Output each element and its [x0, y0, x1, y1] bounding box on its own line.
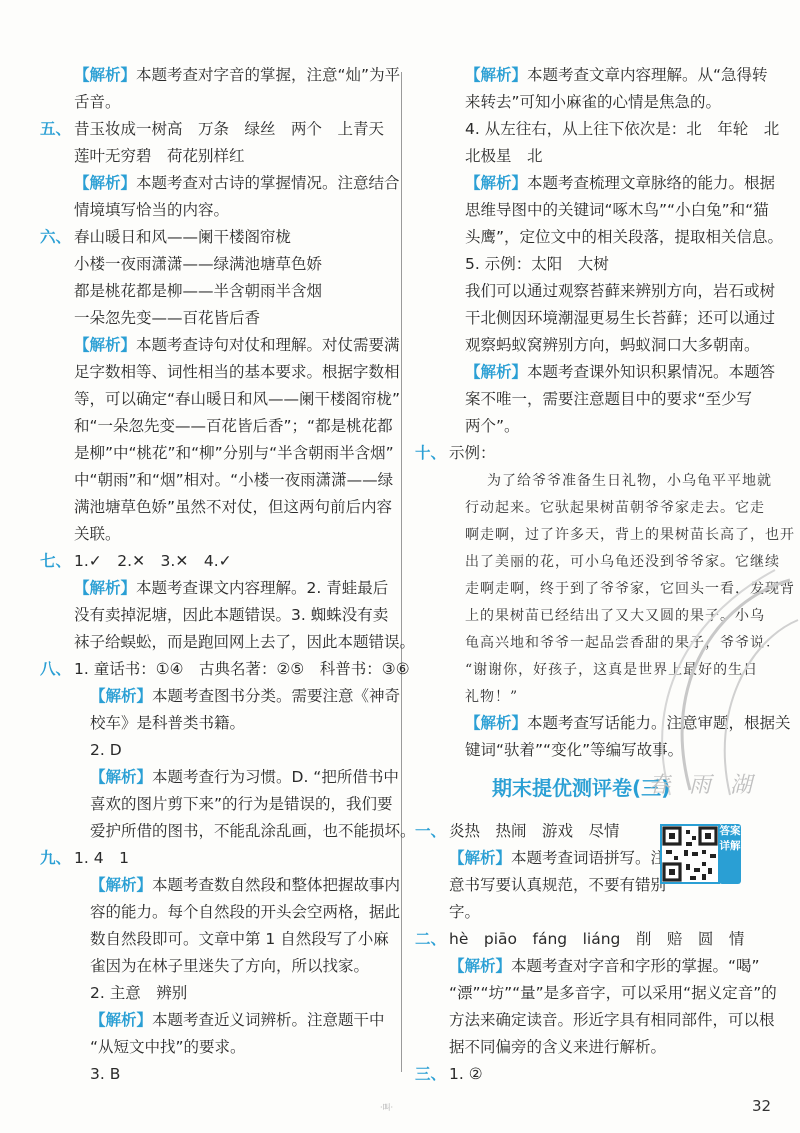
text-line	[415, 953, 770, 980]
text-line	[415, 359, 776, 386]
line-text: 方法来确定读音。形近字具有相同部件，可以根	[449, 1011, 775, 1029]
text-line	[415, 926, 770, 953]
text-line	[40, 980, 395, 1007]
text-line	[40, 1034, 395, 1061]
text-line	[40, 926, 395, 953]
analysis-tag: 【解析】	[90, 876, 153, 894]
line-text: 2. 主意 辨别	[90, 984, 188, 1002]
line-text: 本题考查文章内容理解。从“急得转	[527, 66, 768, 84]
line-text: 我们可以通过观察苔藓来辨别方向，岩石或树	[465, 282, 776, 300]
line-text: 意书写要认真规范，不要有错别	[449, 876, 667, 894]
text-line	[415, 224, 784, 251]
analysis-tag: 【解析】	[90, 687, 153, 705]
line-text: 龟高兴地和爷爷一起品尝香甜的果子，爷爷说：	[465, 635, 780, 651]
text-line	[415, 980, 777, 1007]
line-text: 啊走啊，过了许多天，背上的果树苗长高了，也开	[465, 527, 795, 543]
text-line	[40, 494, 395, 521]
line-text: 春山暖日和风——阑干楼阁帘栊	[74, 228, 292, 246]
text-line	[40, 467, 395, 494]
line-text: 键词“驮着”“变化”等编写故事。	[465, 741, 684, 759]
analysis-tag: 【解析】	[74, 174, 137, 192]
line-text: 满池塘草色娇”虽然不对仗，但这两句前后内容	[74, 498, 393, 516]
text-line	[40, 899, 401, 926]
line-text: 本题考查对字音的掌握，注意“灿”为平	[136, 66, 401, 84]
line-text: 没有卖掉泥塘，因此本题错误。3. 蜘蛛没有卖	[74, 606, 389, 624]
line-text: 是柳”中“桃花”和“柳”分别与“半含朝雨半含烟”	[74, 444, 394, 462]
analysis-tag: 【解析】	[74, 66, 137, 84]
text-line	[415, 413, 770, 440]
text-line	[415, 440, 770, 467]
text-line	[415, 305, 776, 332]
text-line	[40, 818, 416, 845]
line-text: 爱护所借的图书，不能乱涂乱画，也不能损坏。	[90, 822, 416, 840]
line-text: 等，可以确定“春山暖日和风——阑干楼阁帘栊”	[74, 390, 401, 408]
question-number: 五、	[40, 120, 72, 138]
line-text: 校车》是科普类书籍。	[90, 714, 246, 732]
footer-mark: ·叫·	[380, 1103, 394, 1112]
text-line	[40, 548, 395, 575]
line-text: 容的能力。每个自然段的开头会空两格，据此	[90, 903, 401, 921]
line-text: 本题考查诗句对仗和理解。对仗需要满	[136, 336, 400, 354]
text-line	[40, 737, 395, 764]
text-line	[415, 494, 770, 521]
text-line	[415, 116, 780, 143]
left-column	[40, 62, 416, 1088]
line-text: 中“朝雨”和“烟”相对。“小楼一夜雨潇潇——绿	[74, 471, 394, 489]
line-text: 本题考查课文内容理解。2. 青蛙最后	[136, 579, 389, 597]
text-line	[415, 197, 770, 224]
text-line	[40, 62, 401, 89]
exam-title: 期末提优测评卷(三)	[492, 776, 671, 800]
line-text: 走啊走啊，终于到了爷爷家，它回头一看，发现背	[465, 581, 795, 597]
page-number: 32	[752, 1097, 772, 1115]
analysis-tag: 【解析】	[465, 174, 528, 192]
line-text: hè piāo fáng liáng 削 赔 圆 情	[449, 930, 745, 948]
text-line	[40, 251, 395, 278]
line-text: 礼物！”	[465, 689, 519, 705]
line-text: 昔玉妆成一树高 万条 绿丝 两个 上青天	[74, 120, 385, 138]
line-text: 4. 从左往右，从上往下依次是：北 年轮 北	[465, 120, 780, 138]
line-text: “漂”“坊”“量”是多音字，可以采用“据义定音”的	[449, 984, 777, 1002]
line-text: “谢谢你，好孩子，这真是世界上最好的生日	[465, 662, 759, 678]
answer-badge: 答案详解	[719, 824, 741, 884]
text-line	[40, 386, 401, 413]
line-text: 5. 示例：太阳 大树	[465, 255, 609, 273]
line-text: 本题考查课外知识积累情况。本题答	[527, 363, 776, 381]
analysis-tag: 【解析】	[74, 579, 137, 597]
qr-code-icon[interactable]	[660, 824, 720, 884]
question-number: 二、	[415, 930, 447, 948]
line-text: 据不同偏旁的含义来进行解析。	[449, 1038, 667, 1056]
text-line	[40, 1007, 395, 1034]
line-text: 北极星 北	[465, 147, 543, 165]
line-text: 小楼一夜雨潇潇——绿满池塘草色娇	[74, 255, 323, 273]
text-line	[415, 278, 776, 305]
text-line	[415, 332, 770, 359]
analysis-tag: 【解析】	[465, 363, 528, 381]
line-text: 数自然段即可。文章中第 1 自然段写了小麻	[90, 930, 389, 948]
line-text: 本题考查图书分类。需要注意《神奇	[152, 687, 401, 705]
text-line	[40, 683, 401, 710]
line-text: 莲叶无穷碧 荷花别样红	[74, 147, 245, 165]
analysis-tag: 【解析】	[465, 66, 528, 84]
text-line	[415, 62, 770, 89]
text-line	[415, 170, 776, 197]
text-line	[415, 89, 770, 116]
line-text: 行动起来。它驮起果树苗朝爷爷家走去。它走	[465, 500, 765, 516]
question-number: 八、	[40, 660, 72, 678]
text-line	[415, 143, 770, 170]
line-text: 都是桃花都是柳——半含朝雨半含烟	[74, 282, 323, 300]
line-text: 本题考查数自然段和整体把握故事内	[152, 876, 401, 894]
line-text: 两个”。	[465, 417, 520, 435]
text-line	[40, 656, 410, 683]
analysis-tag: 【解析】	[449, 957, 512, 975]
column-divider	[401, 72, 402, 1072]
decorative-swoosh	[600, 560, 800, 800]
text-line	[40, 224, 395, 251]
text-line	[40, 413, 395, 440]
text-line	[40, 953, 395, 980]
text-line	[415, 1034, 770, 1061]
question-number: 三、	[415, 1065, 447, 1083]
line-text: 本题考查近义词辨析。注意题干中	[152, 1011, 385, 1029]
text-line	[40, 332, 400, 359]
line-text: 3. B	[90, 1065, 121, 1083]
text-line	[415, 1007, 775, 1034]
text-line	[40, 521, 395, 548]
question-number: 六、	[40, 228, 72, 246]
line-text: 观察蚂蚁窝辨别方向，蚂蚁洞口大多朝南。	[465, 336, 760, 354]
line-text: 1. ②	[449, 1065, 483, 1083]
text-line	[40, 116, 395, 143]
text-line	[40, 845, 395, 872]
text-line	[40, 764, 399, 791]
text-line	[40, 170, 400, 197]
line-text: 袜子给蜈蚣，而是跑回网上去了，因此本题错误。	[74, 633, 416, 651]
line-text: “从短文中找”的要求。	[90, 1038, 246, 1056]
line-text: 案不唯一，需要注意题目中的要求“至少写	[465, 390, 753, 408]
line-text: 头鹰”，定位文中的相关段落，提取相关信息。	[465, 228, 784, 246]
line-text: 思维导图中的关键词“啄木鸟”“小白兔”和“猫	[465, 201, 769, 219]
analysis-tag: 【解析】	[465, 714, 528, 732]
line-text: 字。	[449, 903, 481, 921]
line-text: 炎热 热闹 游戏 尽情	[449, 822, 620, 840]
question-number: 十、	[415, 444, 447, 462]
line-text: 和“一朵忽先变——百花皆后香”；“都是桃花都	[74, 417, 393, 435]
line-text: 一朵忽先变——百花皆后香	[74, 309, 261, 327]
line-text: 2. D	[90, 741, 122, 759]
line-text: 本题考查对古诗的掌握情况。注意结合	[136, 174, 400, 192]
line-text: 舌音。	[74, 93, 121, 111]
line-text: 本题考查行为习惯。D. “把所借书中	[152, 768, 399, 786]
line-text: 来转去”可知小麻雀的心情是焦急的。	[465, 93, 722, 111]
analysis-tag: 【解析】	[90, 768, 153, 786]
text-line	[40, 872, 401, 899]
text-line	[40, 143, 395, 170]
text-line	[415, 251, 770, 278]
line-text: 出了美丽的花，可小乌龟还没到爷爷家。它继续	[465, 554, 780, 570]
text-line	[40, 629, 416, 656]
analysis-tag: 【解析】	[90, 1011, 153, 1029]
text-line	[415, 1061, 770, 1088]
title-decoration: 春 雨 湖	[648, 773, 758, 798]
analysis-tag: 【解析】	[74, 336, 137, 354]
text-line	[40, 575, 395, 602]
line-text: 本题考查对字音和字形的掌握。“喝”	[511, 957, 760, 975]
line-text: 1.✓ 2.✕ 3.✕ 4.✓	[74, 552, 232, 570]
analysis-tag: 【解析】	[449, 849, 512, 867]
line-text: 本题考查梳理文章脉络的能力。根据	[527, 174, 776, 192]
line-text: 上的果树苗已经结出了又大又圆的果子。小乌	[465, 608, 765, 624]
text-line	[40, 359, 400, 386]
line-text: 喜欢的图片剪下来”的行为是错误的，我们要	[90, 795, 393, 813]
line-text: 关联。	[74, 525, 121, 543]
text-line	[40, 197, 395, 224]
text-line	[40, 791, 395, 818]
text-line	[40, 278, 395, 305]
text-line	[415, 467, 770, 494]
line-text: 本题考查写话能力。注意审题，根据关	[527, 714, 791, 732]
text-line	[40, 1061, 395, 1088]
line-text: 本题考查词语拼写。注	[511, 849, 667, 867]
line-text: 1. 童话书：①④ 古典名著：②⑤ 科普书：③⑥	[74, 660, 410, 678]
line-text: 为了给爷爷准备生日礼物，小乌龟平平地就	[487, 473, 772, 489]
text-line	[40, 305, 395, 332]
text-line	[40, 89, 395, 116]
text-line	[415, 521, 795, 548]
text-line	[415, 899, 770, 926]
question-number: 一、	[415, 822, 447, 840]
line-text: 示例：	[449, 444, 496, 462]
text-line	[40, 602, 395, 629]
question-number: 九、	[40, 849, 72, 867]
line-text: 干北侧因环境潮湿更易生长苔藓；还可以通过	[465, 309, 776, 327]
line-text: 足字数相等、词性相当的基本要求。根据字数相	[74, 363, 400, 381]
text-line	[40, 710, 395, 737]
text-line	[40, 440, 395, 467]
question-number: 七、	[40, 552, 72, 570]
text-line	[415, 386, 770, 413]
line-text: 雀因为在林子里迷失了方向，所以找家。	[90, 957, 370, 975]
line-text: 情境填写恰当的内容。	[74, 201, 230, 219]
line-text: 1. 4 1	[74, 849, 129, 867]
